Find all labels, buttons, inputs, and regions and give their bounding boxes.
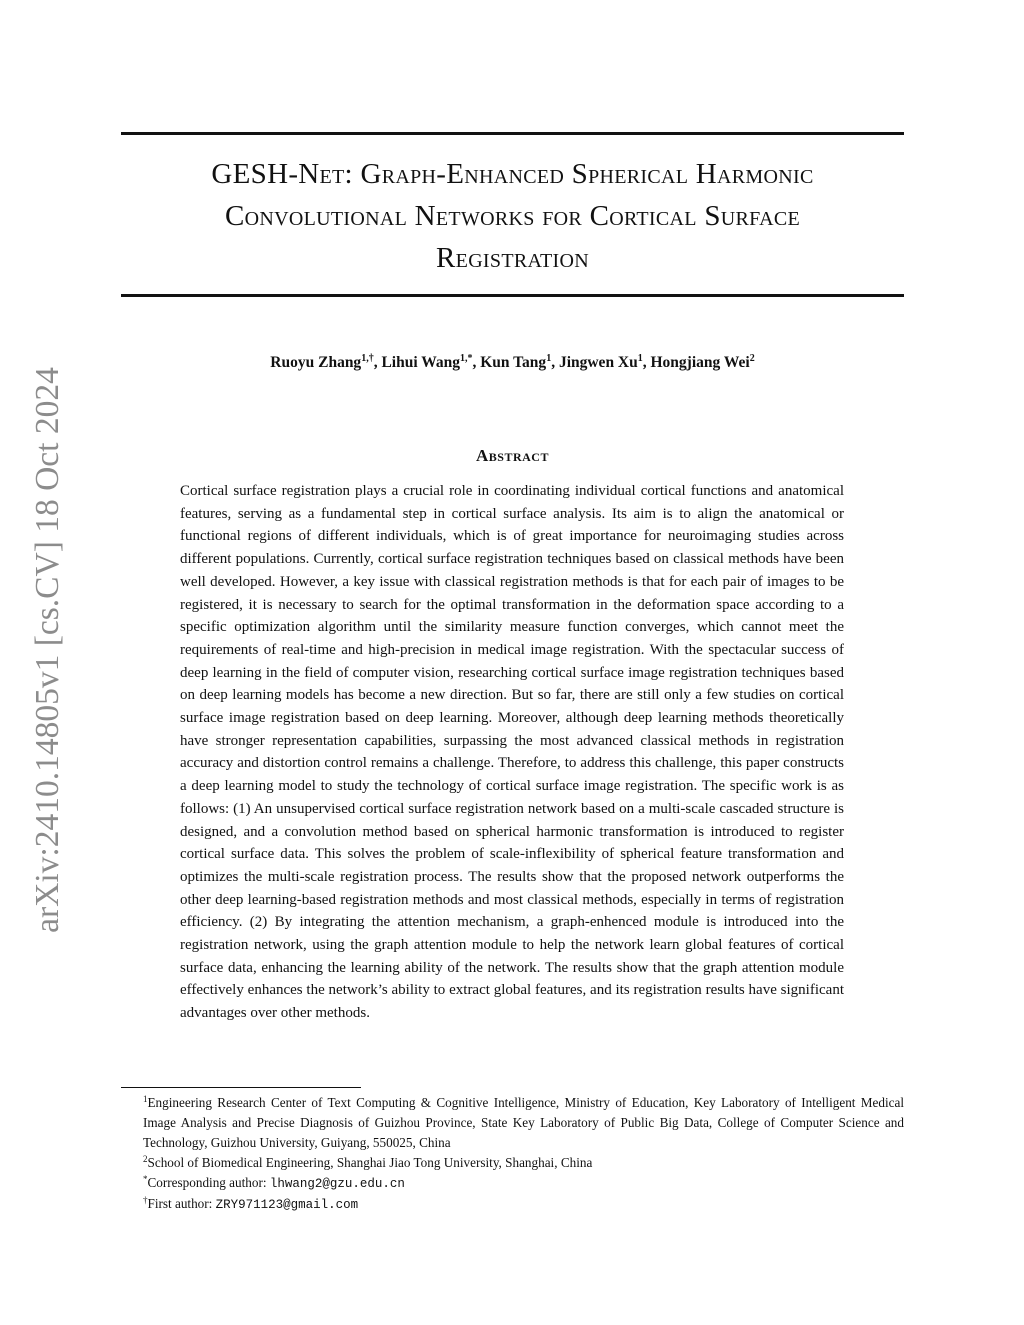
footnote-rule (121, 1087, 361, 1088)
author-separator: , (472, 354, 481, 371)
footnote-label: Corresponding author: (147, 1175, 270, 1190)
paper-title (121, 153, 904, 279)
title-line-1: GESH-Net: Graph-Enhanced Spherical Harmonic (211, 158, 814, 190)
author-separator: , (642, 354, 651, 371)
abstract-heading: Abstract (476, 446, 549, 465)
author-affiliation-mark: 1 (637, 353, 643, 364)
footnote-label: First author: (147, 1196, 216, 1211)
title-rule-top (121, 132, 904, 135)
author-affiliation-mark: 1 (546, 353, 552, 364)
author-affiliation-mark: 1,* (460, 353, 473, 364)
footnote-mark: 2 (143, 1154, 148, 1164)
author-list (121, 354, 904, 372)
footnote-mark: * (143, 1174, 148, 1184)
arxiv-id-text: arXiv:2410.14805v1 [cs.CV] 18 Oct 2024 (29, 367, 66, 933)
author-name: Lihui Wang (381, 354, 460, 371)
author-name: Jingwen Xu (558, 354, 638, 371)
author-name: Kun Tang (480, 354, 547, 371)
footnote-mark: † (143, 1195, 148, 1205)
author-separator: , (551, 354, 559, 371)
footnote-corresponding-author (121, 1173, 904, 1194)
footnote-affiliation-1 (121, 1093, 904, 1153)
title-line-3: Registration (436, 242, 589, 274)
first-author-email: ZRY971123@gmail.com (215, 1198, 359, 1212)
corresponding-email: lhwang2@gzu.edu.cn (269, 1177, 405, 1191)
author-name: Hongjiang Wei (650, 354, 750, 371)
author-separator: , (373, 354, 382, 371)
arxiv-sidebar-identifier (18, 355, 78, 945)
title-line-2: Convolutional Networks for Cortical Surface (225, 200, 800, 232)
footnote-text: Engineering Research Center of Text Computing & Cognitive Intelligence, Ministry of Education, Key Laboratory of Intelligent Medical Image Analysis and Precise Diagnosis of Guizhou Province, State Key Laboratory of Public Big Data, College of Computer Science and Technology, Guizhou University, Guiyang, 550025, China (143, 1095, 904, 1150)
author-affiliation-mark: 1,† (361, 353, 374, 364)
footnote-affiliation-2 (121, 1153, 904, 1173)
abstract-text: Cortical surface registration plays a crucial role in coordinating individual cortical functions and anatomical features, serving as a fundamental step in cortical surface analysis. Its aim is to align the anatomical or functional regions of different individuals, which is of great importance for neuroimaging studies across different populations. Currently, cortical surface registration techniques based on classical methods have been well developed. However, a key issue with classical registration methods is that for each pair of images to be registered, it is necessary to search for the optimal transformation in the deformation space according to a specific optimization algorithm until the similarity measure function converges, which cannot meet the requirements of real-time and high-precision in medical image registration. With the spectacular success of deep learning in the field of computer vision, researching cortical surface image registration techniques based on deep learning models has become a new direction. But so far, there are still only a few studies on cortical surface image registration based on deep learning. Moreover, although deep learning methods theoretically have stronger representation capabilities, surpassing the most advanced classical methods in registration accuracy and distortion control remains a challenge. Therefore, to address this challenge, this paper constructs a deep learning model to study the technology of cortical surface image registration. The specific work is as follows: (1) An unsupervised cortical surface registration network based on a multi-scale cascaded structure is designed, and a convolution method based on spherical harmonic transformation is introduced to register cortical surface data. This solves the problem of scale-inflexibility of spherical feature transformation and optimizes the multi-scale registration process. The results show that the proposed network outperforms the other deep learning-based registration methods and most classical methods, especially in terms of registration efficiency. (2) By integrating the attention mechanism, a graph-enhenced module is introduced into the registration network, using the graph attention module to help the network learn global features of cortical surface data, enhancing the learning ability of the network. The results show that the graph attention module effectively enhances the network’s ability to extract global features, and its registration results have significant advantages over other methods. (180, 483, 844, 1022)
footnote-mark: 1 (143, 1094, 148, 1104)
footnote-text: School of Biomedical Engineering, Shanghai Jiao Tong University, Shanghai, China (147, 1155, 593, 1170)
footnote-first-author (121, 1194, 904, 1215)
author-affiliation-mark: 2 (749, 353, 755, 364)
title-rule-bottom (121, 294, 904, 297)
footnotes (121, 1093, 904, 1215)
author-name: Ruoyu Zhang (270, 354, 362, 371)
